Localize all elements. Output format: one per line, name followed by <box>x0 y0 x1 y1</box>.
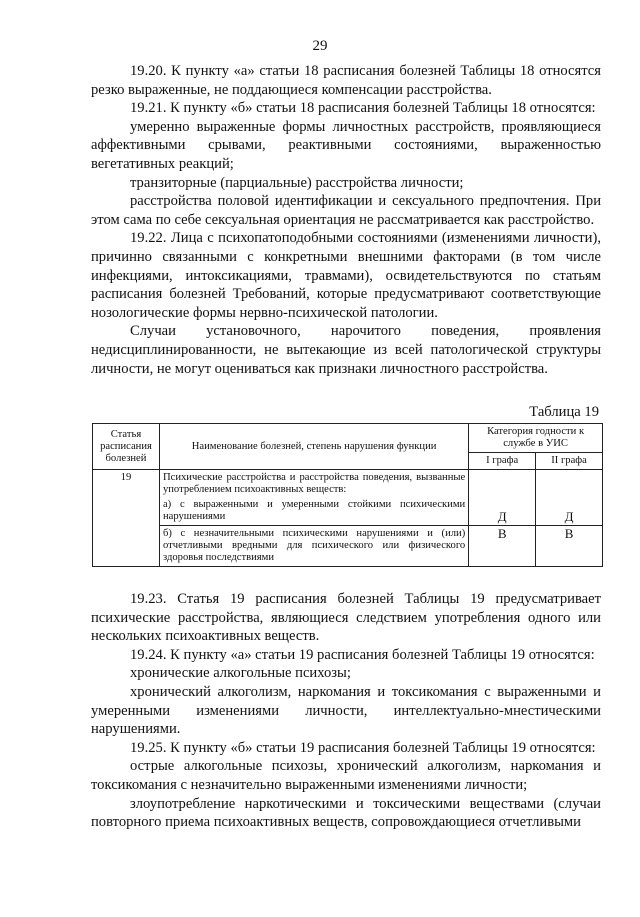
paragraph-19-25: 19.25. К пункту «б» статьи 19 расписания болезней Таблицы 19 относятся: <box>130 739 596 756</box>
page-number: 29 <box>312 38 328 54</box>
list-item-chronic-alcoholism: хронический алкоголизм, наркомания и токсикомания с выраженными и умеренными изменениями личности, интеллектуально-мнестическими нарушениями. <box>91 683 601 738</box>
text-block-bottom <box>91 590 601 832</box>
header-column-2: II графа <box>536 453 603 470</box>
table-header-row <box>93 424 603 453</box>
paragraph-19-23: 19.23. Статья 19 расписания болезней Таблицы 19 предусматривает психические расстройства, являющиеся следствием употребления одного или нескольких психоактивных веществ. <box>91 591 601 645</box>
list-item-acute-psychoses: острые алкогольные психозы, хронический алкоголизм, наркомания и токсикомания с незначительно выраженными изменениями личности; <box>91 758 601 793</box>
header-disease-name: Наименование болезней, степень нарушения функции <box>159 424 468 470</box>
disease-intro: Психические расстройства и расстройства поведения, вызванные употреблением психоактивных веществ: <box>162 472 466 495</box>
header-column-1: I графа <box>469 453 536 470</box>
list-item-personality-forms: умеренно выраженные формы личностных расстройств, проявляющиеся аффективными срывами, реактивными состояниями, выраженностью вегетативных реакций; <box>91 118 601 172</box>
header-article: Статья расписания болезней <box>93 424 160 470</box>
paragraph-19-24: 19.24. К пункту «а» статьи 19 расписания болезней Таблицы 19 относятся: <box>130 646 595 663</box>
category-a-col1: Д <box>469 470 536 526</box>
text-block-top <box>91 62 601 378</box>
category-b-col2: В <box>536 526 603 567</box>
list-item-transient-disorders: транзиторные (парциальные) расстройства личности; <box>130 174 464 191</box>
table-row <box>93 526 603 567</box>
article-number: 19 <box>93 470 160 567</box>
disease-description-a <box>159 470 468 526</box>
list-item-alcoholic-psychoses: хронические алкогольные психозы; <box>130 665 351 682</box>
disease-table <box>92 423 603 567</box>
paragraph-behavior-cases: Случаи установочного, нарочитого поведения, проявления недисциплинированности, не вытекающие из всей патологической структуры личности, не могут оцениваться как признаки личностного расстройства. <box>91 323 601 377</box>
header-fitness-category: Категория годности к службе в УИС <box>469 424 603 453</box>
category-b-col1: В <box>469 526 536 567</box>
disease-subitem-a: а) с выраженными и умеренными стойкими психическими нарушениями <box>162 499 466 522</box>
table-caption: Таблица 19 <box>529 404 599 420</box>
paragraph-19-20: 19.20. К пункту «а» статьи 18 расписания болезней Таблицы 18 относятся резко выраженные, не поддающиеся компенсации расстройства. <box>91 63 601 98</box>
paragraph-19-22: 19.22. Лица с психопатоподобными состояниями (изменениями личности), причинно связанными с конкретными внешними факторами (в том числе инфекциями, интоксикациями, травмами), освидетельствуются по статьям расписания болезней Требований, которые предусматривают соответствующие нозологические формы нервно-психической патологии. <box>91 230 601 321</box>
paragraph-19-21: 19.21. К пункту «б» статьи 18 расписания болезней Таблицы 18 относятся: <box>130 100 596 117</box>
list-item-substance-abuse: злоупотребление наркотическими и токсическими веществами (случаи повторного приема психоактивных веществ, сопровождающиеся отчетливыми <box>91 795 601 831</box>
category-a-col2: Д <box>536 470 603 526</box>
list-item-sexual-identification: расстройства половой идентификации и сексуального предпочтения. При этом сама по себе сексуальная ориентация не рассматривается как расстройство. <box>91 193 601 228</box>
table-row <box>93 470 603 526</box>
disease-subitem-b: б) с незначительными психическими нарушениями и (или) отчетливыми вредными для психического или физического здоровья последствиями <box>159 526 468 567</box>
